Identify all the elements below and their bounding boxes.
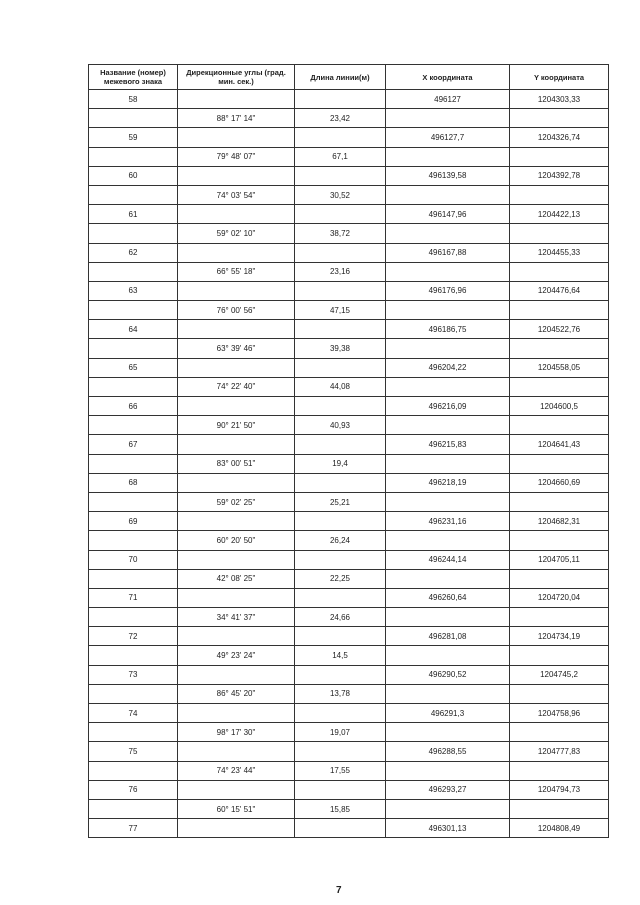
mark-name-cell: 62 bbox=[89, 243, 178, 262]
mark-name-cell: 65 bbox=[89, 358, 178, 377]
y-coordinate-cell: 1204455,33 bbox=[510, 243, 609, 262]
line-length-cell: 23,16 bbox=[295, 262, 386, 281]
mark-name-cell: 71 bbox=[89, 588, 178, 607]
line-length-cell: 44,08 bbox=[295, 377, 386, 396]
x-coordinate-cell bbox=[386, 224, 510, 243]
mark-name-cell: 68 bbox=[89, 473, 178, 492]
x-coordinate-cell bbox=[386, 761, 510, 780]
direction-angle-cell bbox=[178, 704, 295, 723]
line-length-cell: 26,24 bbox=[295, 531, 386, 550]
mark-name-cell: 77 bbox=[89, 819, 178, 838]
y-coordinate-cell bbox=[510, 185, 609, 204]
x-coordinate-cell bbox=[386, 531, 510, 550]
y-coordinate-cell: 1204745,2 bbox=[510, 665, 609, 684]
mark-name-cell bbox=[89, 799, 178, 818]
table-row bbox=[89, 742, 609, 761]
direction-angle-cell bbox=[178, 627, 295, 646]
x-coordinate-cell: 496127 bbox=[386, 90, 510, 109]
y-coordinate-cell: 1204326,74 bbox=[510, 128, 609, 147]
coordinates-table bbox=[88, 64, 609, 838]
x-coordinate-cell: 496186,75 bbox=[386, 320, 510, 339]
table-row bbox=[89, 473, 609, 492]
line-length-cell: 67,1 bbox=[295, 147, 386, 166]
header-y: Y координата bbox=[510, 65, 609, 90]
mark-name-cell: 72 bbox=[89, 627, 178, 646]
header-length: Длина линии(м) bbox=[295, 65, 386, 90]
direction-angle-cell bbox=[178, 166, 295, 185]
y-coordinate-cell bbox=[510, 147, 609, 166]
table-row bbox=[89, 109, 609, 128]
line-length-cell bbox=[295, 205, 386, 224]
x-coordinate-cell: 496215,83 bbox=[386, 435, 510, 454]
table-row bbox=[89, 339, 609, 358]
y-coordinate-cell: 1204600,5 bbox=[510, 397, 609, 416]
mark-name-cell: 59 bbox=[89, 128, 178, 147]
mark-name-cell bbox=[89, 185, 178, 204]
mark-name-cell: 75 bbox=[89, 742, 178, 761]
line-length-cell: 13,78 bbox=[295, 684, 386, 703]
line-length-cell: 19,4 bbox=[295, 454, 386, 473]
x-coordinate-cell: 496216,09 bbox=[386, 397, 510, 416]
table-row bbox=[89, 454, 609, 473]
mark-name-cell bbox=[89, 224, 178, 243]
table-row bbox=[89, 128, 609, 147]
table-row bbox=[89, 224, 609, 243]
header-name: Название (номер) межевого знака bbox=[89, 65, 178, 90]
line-length-cell: 24,66 bbox=[295, 608, 386, 627]
table-row bbox=[89, 435, 609, 454]
y-coordinate-cell: 1204522,76 bbox=[510, 320, 609, 339]
mark-name-cell: 66 bbox=[89, 397, 178, 416]
y-coordinate-cell bbox=[510, 339, 609, 358]
direction-angle-cell: 74° 23' 44" bbox=[178, 761, 295, 780]
y-coordinate-cell bbox=[510, 646, 609, 665]
y-coordinate-cell bbox=[510, 799, 609, 818]
table-row bbox=[89, 799, 609, 818]
table-row bbox=[89, 166, 609, 185]
line-length-cell: 15,85 bbox=[295, 799, 386, 818]
mark-name-cell: 74 bbox=[89, 704, 178, 723]
table-row bbox=[89, 377, 609, 396]
mark-name-cell: 70 bbox=[89, 550, 178, 569]
direction-angle-cell: 34° 41' 37" bbox=[178, 608, 295, 627]
table-row bbox=[89, 819, 609, 838]
mark-name-cell bbox=[89, 147, 178, 166]
direction-angle-cell bbox=[178, 435, 295, 454]
table-row bbox=[89, 320, 609, 339]
table-row bbox=[89, 608, 609, 627]
table-row bbox=[89, 531, 609, 550]
y-coordinate-cell bbox=[510, 569, 609, 588]
line-length-cell: 25,21 bbox=[295, 492, 386, 511]
y-coordinate-cell: 1204422,13 bbox=[510, 205, 609, 224]
mark-name-cell bbox=[89, 454, 178, 473]
line-length-cell: 17,55 bbox=[295, 761, 386, 780]
y-coordinate-cell: 1204660,69 bbox=[510, 473, 609, 492]
x-coordinate-cell bbox=[386, 339, 510, 358]
direction-angle-cell bbox=[178, 90, 295, 109]
y-coordinate-cell: 1204682,31 bbox=[510, 512, 609, 531]
y-coordinate-cell bbox=[510, 109, 609, 128]
mark-name-cell bbox=[89, 684, 178, 703]
table-row bbox=[89, 90, 609, 109]
x-coordinate-cell: 496281,08 bbox=[386, 627, 510, 646]
mark-name-cell bbox=[89, 416, 178, 435]
x-coordinate-cell bbox=[386, 492, 510, 511]
line-length-cell bbox=[295, 166, 386, 185]
line-length-cell: 23,42 bbox=[295, 109, 386, 128]
line-length-cell: 22,25 bbox=[295, 569, 386, 588]
direction-angle-cell bbox=[178, 819, 295, 838]
mark-name-cell bbox=[89, 608, 178, 627]
direction-angle-cell: 74° 03' 54" bbox=[178, 185, 295, 204]
x-coordinate-cell: 496176,96 bbox=[386, 281, 510, 300]
direction-angle-cell bbox=[178, 243, 295, 262]
line-length-cell bbox=[295, 128, 386, 147]
x-coordinate-cell bbox=[386, 646, 510, 665]
direction-angle-cell: 63° 39' 46" bbox=[178, 339, 295, 358]
table-body bbox=[89, 90, 609, 838]
line-length-cell bbox=[295, 358, 386, 377]
x-coordinate-cell bbox=[386, 684, 510, 703]
direction-angle-cell: 79° 48' 07" bbox=[178, 147, 295, 166]
direction-angle-cell bbox=[178, 473, 295, 492]
line-length-cell: 19,07 bbox=[295, 723, 386, 742]
mark-name-cell bbox=[89, 301, 178, 320]
direction-angle-cell bbox=[178, 128, 295, 147]
direction-angle-cell: 60° 20' 50" bbox=[178, 531, 295, 550]
y-coordinate-cell bbox=[510, 492, 609, 511]
table-row bbox=[89, 301, 609, 320]
x-coordinate-cell bbox=[386, 377, 510, 396]
mark-name-cell bbox=[89, 377, 178, 396]
direction-angle-cell bbox=[178, 780, 295, 799]
line-length-cell: 40,93 bbox=[295, 416, 386, 435]
y-coordinate-cell bbox=[510, 224, 609, 243]
direction-angle-cell: 74° 22' 40" bbox=[178, 377, 295, 396]
y-coordinate-cell bbox=[510, 262, 609, 281]
y-coordinate-cell: 1204758,96 bbox=[510, 704, 609, 723]
table-row bbox=[89, 416, 609, 435]
direction-angle-cell bbox=[178, 397, 295, 416]
direction-angle-cell: 42° 08' 25" bbox=[178, 569, 295, 588]
y-coordinate-cell bbox=[510, 454, 609, 473]
mark-name-cell: 60 bbox=[89, 166, 178, 185]
table-row bbox=[89, 550, 609, 569]
mark-name-cell: 76 bbox=[89, 780, 178, 799]
line-length-cell bbox=[295, 512, 386, 531]
direction-angle-cell: 76° 00' 56" bbox=[178, 301, 295, 320]
x-coordinate-cell: 496231,16 bbox=[386, 512, 510, 531]
table-row bbox=[89, 588, 609, 607]
table-row bbox=[89, 262, 609, 281]
x-coordinate-cell: 496147,96 bbox=[386, 205, 510, 224]
mark-name-cell bbox=[89, 761, 178, 780]
page-number: 7 bbox=[336, 885, 342, 896]
table-row bbox=[89, 723, 609, 742]
line-length-cell bbox=[295, 281, 386, 300]
mark-name-cell: 67 bbox=[89, 435, 178, 454]
mark-name-cell bbox=[89, 109, 178, 128]
line-length-cell bbox=[295, 473, 386, 492]
x-coordinate-cell: 496167,88 bbox=[386, 243, 510, 262]
mark-name-cell bbox=[89, 492, 178, 511]
x-coordinate-cell bbox=[386, 185, 510, 204]
line-length-cell bbox=[295, 550, 386, 569]
y-coordinate-cell: 1204777,83 bbox=[510, 742, 609, 761]
line-length-cell bbox=[295, 780, 386, 799]
y-coordinate-cell: 1204808,49 bbox=[510, 819, 609, 838]
y-coordinate-cell: 1204558,05 bbox=[510, 358, 609, 377]
x-coordinate-cell bbox=[386, 109, 510, 128]
y-coordinate-cell: 1204392,78 bbox=[510, 166, 609, 185]
x-coordinate-cell bbox=[386, 454, 510, 473]
table-row bbox=[89, 397, 609, 416]
x-coordinate-cell bbox=[386, 301, 510, 320]
table-row bbox=[89, 205, 609, 224]
table-row bbox=[89, 780, 609, 799]
table-header-row bbox=[89, 65, 609, 90]
table-row bbox=[89, 492, 609, 511]
x-coordinate-cell: 496293,27 bbox=[386, 780, 510, 799]
line-length-cell bbox=[295, 819, 386, 838]
y-coordinate-cell bbox=[510, 723, 609, 742]
direction-angle-cell bbox=[178, 205, 295, 224]
mark-name-cell: 63 bbox=[89, 281, 178, 300]
table-row bbox=[89, 569, 609, 588]
y-coordinate-cell bbox=[510, 377, 609, 396]
table-row bbox=[89, 627, 609, 646]
line-length-cell: 30,52 bbox=[295, 185, 386, 204]
mark-name-cell: 64 bbox=[89, 320, 178, 339]
x-coordinate-cell: 496218,19 bbox=[386, 473, 510, 492]
mark-name-cell bbox=[89, 646, 178, 665]
mark-name-cell: 73 bbox=[89, 665, 178, 684]
table-row bbox=[89, 243, 609, 262]
table-row bbox=[89, 512, 609, 531]
x-coordinate-cell: 496290,52 bbox=[386, 665, 510, 684]
x-coordinate-cell bbox=[386, 723, 510, 742]
direction-angle-cell: 88° 17' 14" bbox=[178, 109, 295, 128]
line-length-cell bbox=[295, 90, 386, 109]
x-coordinate-cell bbox=[386, 569, 510, 588]
x-coordinate-cell: 496288,55 bbox=[386, 742, 510, 761]
y-coordinate-cell: 1204303,33 bbox=[510, 90, 609, 109]
direction-angle-cell: 60° 15' 51" bbox=[178, 799, 295, 818]
line-length-cell bbox=[295, 397, 386, 416]
direction-angle-cell bbox=[178, 320, 295, 339]
x-coordinate-cell bbox=[386, 147, 510, 166]
x-coordinate-cell bbox=[386, 799, 510, 818]
y-coordinate-cell: 1204794,73 bbox=[510, 780, 609, 799]
y-coordinate-cell bbox=[510, 684, 609, 703]
table-row bbox=[89, 147, 609, 166]
direction-angle-cell: 83° 00' 51" bbox=[178, 454, 295, 473]
x-coordinate-cell bbox=[386, 608, 510, 627]
line-length-cell bbox=[295, 742, 386, 761]
y-coordinate-cell: 1204720,04 bbox=[510, 588, 609, 607]
y-coordinate-cell: 1204734,19 bbox=[510, 627, 609, 646]
line-length-cell: 39,38 bbox=[295, 339, 386, 358]
line-length-cell bbox=[295, 704, 386, 723]
mark-name-cell bbox=[89, 569, 178, 588]
direction-angle-cell: 98° 17' 30" bbox=[178, 723, 295, 742]
x-coordinate-cell: 496204,22 bbox=[386, 358, 510, 377]
y-coordinate-cell bbox=[510, 608, 609, 627]
x-coordinate-cell: 496291,3 bbox=[386, 704, 510, 723]
x-coordinate-cell: 496301,13 bbox=[386, 819, 510, 838]
direction-angle-cell: 59° 02' 25" bbox=[178, 492, 295, 511]
y-coordinate-cell bbox=[510, 761, 609, 780]
y-coordinate-cell bbox=[510, 301, 609, 320]
direction-angle-cell bbox=[178, 512, 295, 531]
x-coordinate-cell bbox=[386, 262, 510, 281]
table-row bbox=[89, 185, 609, 204]
direction-angle-cell bbox=[178, 358, 295, 377]
y-coordinate-cell: 1204641,43 bbox=[510, 435, 609, 454]
table-row bbox=[89, 761, 609, 780]
x-coordinate-cell bbox=[386, 416, 510, 435]
direction-angle-cell bbox=[178, 281, 295, 300]
x-coordinate-cell: 496244,14 bbox=[386, 550, 510, 569]
x-coordinate-cell: 496127,7 bbox=[386, 128, 510, 147]
direction-angle-cell: 59° 02' 10" bbox=[178, 224, 295, 243]
mark-name-cell bbox=[89, 723, 178, 742]
direction-angle-cell bbox=[178, 742, 295, 761]
table-row bbox=[89, 704, 609, 723]
table-row bbox=[89, 281, 609, 300]
mark-name-cell: 61 bbox=[89, 205, 178, 224]
table-row bbox=[89, 665, 609, 684]
x-coordinate-cell: 496139,58 bbox=[386, 166, 510, 185]
direction-angle-cell: 90° 21' 50" bbox=[178, 416, 295, 435]
table-row bbox=[89, 358, 609, 377]
mark-name-cell bbox=[89, 339, 178, 358]
line-length-cell: 38,72 bbox=[295, 224, 386, 243]
y-coordinate-cell: 1204705,11 bbox=[510, 550, 609, 569]
header-angle: Дирекционные углы (град. мин. сек.) bbox=[178, 65, 295, 90]
line-length-cell bbox=[295, 320, 386, 339]
table-row bbox=[89, 684, 609, 703]
table-row bbox=[89, 646, 609, 665]
header-x: X координата bbox=[386, 65, 510, 90]
x-coordinate-cell: 496260,64 bbox=[386, 588, 510, 607]
direction-angle-cell: 49° 23' 24" bbox=[178, 646, 295, 665]
y-coordinate-cell bbox=[510, 531, 609, 550]
direction-angle-cell bbox=[178, 550, 295, 569]
y-coordinate-cell: 1204476,64 bbox=[510, 281, 609, 300]
line-length-cell bbox=[295, 665, 386, 684]
line-length-cell bbox=[295, 243, 386, 262]
direction-angle-cell: 86° 45' 20" bbox=[178, 684, 295, 703]
line-length-cell bbox=[295, 588, 386, 607]
y-coordinate-cell bbox=[510, 416, 609, 435]
direction-angle-cell bbox=[178, 588, 295, 607]
direction-angle-cell: 66° 55' 18" bbox=[178, 262, 295, 281]
line-length-cell: 14,5 bbox=[295, 646, 386, 665]
direction-angle-cell bbox=[178, 665, 295, 684]
mark-name-cell: 69 bbox=[89, 512, 178, 531]
line-length-cell: 47,15 bbox=[295, 301, 386, 320]
line-length-cell bbox=[295, 435, 386, 454]
line-length-cell bbox=[295, 627, 386, 646]
mark-name-cell: 58 bbox=[89, 90, 178, 109]
mark-name-cell bbox=[89, 531, 178, 550]
mark-name-cell bbox=[89, 262, 178, 281]
